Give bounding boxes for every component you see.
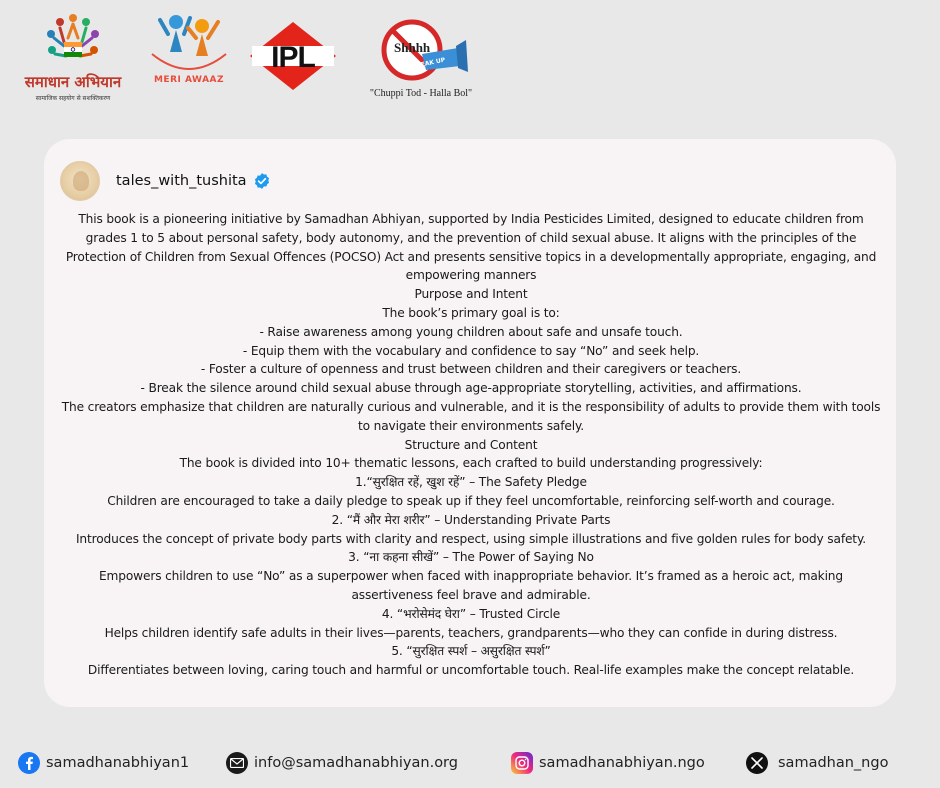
facebook-handle: samadhanabhiyan1: [46, 755, 190, 771]
facebook-icon: [18, 752, 40, 774]
caption-heading-structure: Structure and Content: [404, 437, 538, 452]
caption-lesson-desc: Helps children identify safe adults in their lives—parents, teachers, grandparents—who they can confide in during distress.: [104, 625, 838, 640]
post-caption: [58, 210, 884, 680]
meri-awaaz-figures-icon: [146, 12, 232, 76]
instagram-icon: [511, 752, 533, 774]
caption-lesson-title: 5. “सुरक्षित स्पर्श – असुरक्षित स्पर्श”: [391, 644, 551, 659]
caption-lesson-desc: Children are encouraged to take a daily pledge to speak up if they feel uncomfortable, reinforcing self-worth and courage.: [107, 493, 835, 508]
ipl-logo: [248, 20, 338, 92]
meri-awaaz-logo-name: MERI AWAAZ: [153, 75, 225, 85]
caption-line: The book’s primary goal is to:: [382, 305, 560, 320]
caption-bullet: - Equip them with the vocabulary and confidence to say “No” and seek help.: [242, 343, 700, 358]
instagram-handle: samadhanabhiyan.ngo: [539, 755, 705, 771]
caption-lesson-desc: Differentiates between loving, caring touch and harmful or uncomfortable touch. Real-life examples make the concept relatable.: [87, 663, 855, 678]
caption-intro: This book is a pioneering initiative by Samadhan Abhiyan, supported by India Pesticides Limited, designed to educate children from grades 1 to 5 about personal safety, body autonomy, and the prevention of child sexual abuse. It aligns with the principles of the Protection of Children from Sexual Offences (POCSO) Act and presents sensitive topics in a developmentally appropriate, engaging, and empowering manners: [65, 212, 877, 283]
post-header: [60, 160, 271, 202]
email-address: info@samadhanabhiyan.org: [254, 755, 458, 771]
caption-lesson-title: 4. “भरोसेमंद घेरा” – Trusted Circle: [381, 606, 561, 621]
facebook-link[interactable]: [18, 750, 189, 776]
social-footer: [0, 738, 940, 788]
email-icon: [226, 752, 248, 774]
post-username[interactable]: tales_with_tushita: [116, 173, 247, 189]
samadhan-abhiyan-logo: [12, 12, 134, 102]
post-card: [44, 139, 896, 707]
shhh-logo-word: Shhhh: [394, 40, 431, 55]
caption-bullet: - Break the silence around child sexual abuse through age-appropriate storytelling, activities, and affirmations.: [140, 381, 802, 396]
shhh-logo-speak: SPEAK UP: [411, 56, 446, 71]
caption-lesson-title: 3. “ना कहना सीखें” – The Power of Saying No: [348, 550, 594, 565]
samadhan-figures-icon: [42, 12, 104, 68]
caption-lesson-desc: Introduces the concept of private body parts with clarity and respect, using simple illustrations and five golden rules for body safety.: [75, 531, 866, 546]
caption-bullet: - Raise awareness among young children about safe and unsafe touch.: [259, 324, 683, 339]
x-handle: samadhan_ngo: [778, 755, 889, 771]
shhh-campaign-logo: [356, 18, 486, 104]
shhh-logo-caption: "Chuppi Tod - Halla Bol": [369, 88, 473, 99]
samadhan-logo-tagline: सामाजिक सहयोग से सशक्तिकरण: [35, 95, 111, 102]
ipl-logo-text: IPL: [271, 41, 315, 74]
caption-line: The book is divided into 10+ thematic lessons, each crafted to build understanding progressively:: [179, 456, 763, 471]
meri-awaaz-logo: [146, 12, 232, 94]
email-link[interactable]: [226, 750, 458, 776]
caption-line: The creators emphasize that children are naturally curious and vulnerable, and it is the responsibility of adults to provide them with tools to navigate their environments safely.: [61, 399, 881, 433]
x-link[interactable]: [746, 750, 888, 776]
samadhan-logo-name: समाधान अभियान: [24, 73, 122, 91]
verified-badge-icon: [253, 172, 271, 190]
caption-lesson-desc: Empowers children to use “No” as a superpower when faced with inappropriate behavior. It’s framed as a heroic act, making assertiveness feel brave and admirable.: [99, 569, 843, 602]
avatar[interactable]: [60, 161, 100, 201]
caption-lesson-title: 1.“सुरक्षित रहें, खुश रहें” – The Safety Pledge: [355, 475, 587, 490]
caption-bullet: - Foster a culture of openness and trust between children and their caregivers or teachers.: [200, 362, 742, 377]
partner-logos-strip: [0, 0, 940, 118]
caption-heading-purpose: Purpose and Intent: [414, 287, 528, 302]
x-icon: [746, 752, 768, 774]
instagram-link[interactable]: [511, 750, 705, 776]
caption-lesson-title: 2. “मैं और मेरा शरीर” – Understanding Private Parts: [331, 512, 611, 527]
